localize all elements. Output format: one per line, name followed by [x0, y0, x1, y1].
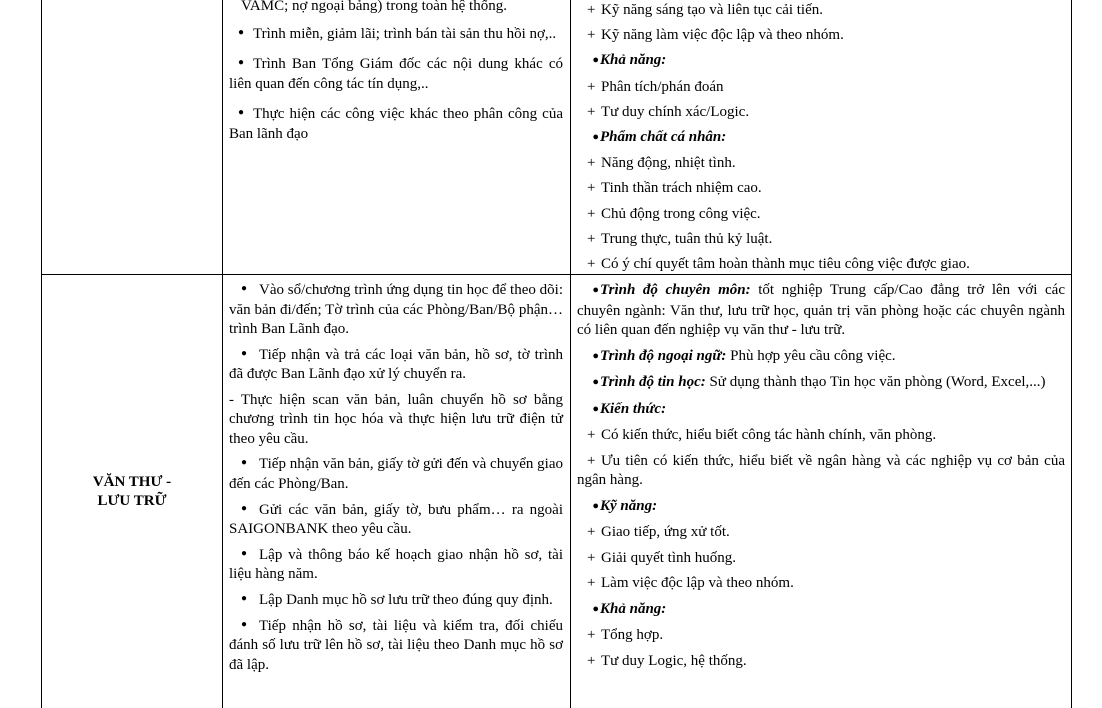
row1-duty-item: ● Trình Ban Tổng Giám đốc các nội dung khác có liên quan đến công tác tín dụng,.. [229, 55, 563, 94]
row2-duty-item: ● Tiếp nhận hồ sơ, tài liệu và kiểm tra, đối chiếu đánh số lưu trữ lên hồ sơ, tài liệu theo Danh mục hồ sơ đã lập. [229, 617, 563, 676]
bullet-icon: ● [240, 502, 248, 514]
bullet-icon: ● [240, 618, 248, 630]
section-heading-kha-nang: ●Khả năng: [577, 48, 1065, 74]
table-border-col1 [222, 0, 223, 708]
row2-duty-item: ● Tiếp nhận và trả các loại văn bản, hồ sơ, tờ trình đã được Ban Lãnh đạo xử lý chuyển ra. [229, 346, 563, 385]
bullet-icon: ● [592, 54, 599, 67]
bullet-icon: ● [592, 376, 599, 388]
position-title: VĂN THƯ - LƯU TRỮ [92, 474, 172, 509]
row2-duty-item: - Thực hiện scan văn bản, luân chuyển hồ sơ bằng chương trình tin học hóa và thực hiện lưu trữ điện tử theo yêu cầu. [229, 391, 563, 447]
requirement-item: + Giao tiếp, ứng xử tốt. [587, 524, 730, 540]
row2-duty-item: ● Gửi các văn bản, giấy tờ, bưu phẩm… ra ngoài SAIGONBANK theo yêu cầu. [229, 501, 563, 540]
row2-duty-item: ● Lập và thông báo kế hoạch giao nhận hồ sơ, tài liệu hàng năm. [229, 546, 563, 585]
bullet-icon: ● [240, 283, 248, 294]
bullet-icon: ● [592, 131, 599, 144]
bullet-icon: ● [240, 457, 248, 469]
row1-duty-fragment: VAMC; nợ ngoại bảng) trong toàn hệ thống. [241, 0, 507, 14]
requirement-item: + Có ý chí quyết tâm hoàn thành mục tiêu công việc được giao. [587, 256, 970, 273]
bullet-icon: ● [592, 284, 599, 296]
requirement-item: + Tư duy chính xác/Logic. [587, 103, 750, 120]
section-heading: ●Trình độ chuyên môn: [577, 282, 751, 298]
bullet-icon: ● [237, 107, 245, 119]
requirement-item: + Năng động, nhiệt tình. [587, 155, 736, 172]
bullet-icon: ● [237, 26, 245, 38]
requirement-item: + Chủ động trong công việc. [587, 205, 761, 222]
table-border-right [1071, 0, 1072, 708]
bullet-icon: ● [240, 592, 248, 604]
bullet-icon: ● [592, 602, 599, 615]
requirement-trinh-do-ngoai-ngu: ●Trình độ ngoại ngữ: Phù hợp yêu cầu công việc. [577, 347, 1065, 368]
bullet-icon: ● [240, 547, 248, 559]
requirement-item: + Giải quyết tình huống. [587, 549, 736, 566]
row1-requirements-cell [577, 0, 1065, 277]
row2-requirements-cell [577, 281, 1065, 671]
requirement-item: + Có kiến thức, hiểu biết công tác hành chính, văn phòng. [587, 427, 937, 443]
bullet-icon: ● [237, 57, 245, 69]
bullet-icon: ● [592, 402, 599, 415]
table-border-left [41, 0, 42, 708]
row2-duty-item: ● Vào sổ/chương trình ứng dụng tin học để theo dõi: văn bản đi/đến; Tờ trình của các Phòng/Ban/Bộ phận…trình Ban Lãnh đạo. [229, 281, 563, 340]
section-heading: ●Trình độ ngoại ngữ: [577, 348, 726, 364]
requirement-item: + Phân tích/phán đoán [587, 78, 724, 95]
row1-duty-item: ● Trình miễn, giảm lãi; trình bán tài sản thu hồi nợ,.. [229, 25, 563, 45]
section-heading: ●Trình độ tin học: [577, 374, 706, 390]
requirement-item: + Trung thực, tuân thủ kỷ luật. [587, 230, 773, 247]
requirement-item: + Ưu tiên có kiến thức, hiểu biết về ngân hàng và các nghiệp vụ cơ bản của ngân hàng. [577, 452, 1065, 488]
section-heading-kha-nang: ●Khả năng: [577, 600, 1065, 621]
section-heading-pham-chat: ●Phẩm chất cá nhân: [577, 125, 1065, 151]
requirement-item: + Tinh thần trách nhiệm cao. [587, 180, 762, 197]
requirement-trinh-do-tin-hoc: ●Trình độ tin học: Sử dụng thành thạo Tin học văn phòng (Word, Excel,...) [577, 373, 1065, 394]
section-heading-kien-thuc: ●Kiến thức: [577, 400, 1065, 421]
row2-duties-cell [229, 281, 563, 675]
row1-duty-item: ● Thực hiện các công việc khác theo phân công của Ban lãnh đạo [229, 105, 563, 144]
row2-duty-item: ● Tiếp nhận văn bản, giấy tờ gửi đến và chuyển giao đến các Phòng/Ban. [229, 455, 563, 494]
requirement-item: + Làm việc độc lập và theo nhóm. [587, 575, 794, 591]
requirement-item: + Kỹ năng làm việc độc lập và theo nhóm. [587, 27, 844, 44]
row2-duty-item: ● Lập Danh mục hồ sơ lưu trữ theo đúng quy định. [229, 591, 563, 611]
requirement-item: + Tổng hợp. [587, 627, 664, 643]
requirement-item: + Kỹ năng sáng tạo và liên tục cải tiến. [587, 2, 824, 18]
requirement-item: + Tư duy Logic, hệ thống. [587, 652, 747, 669]
bullet-icon: ● [240, 347, 248, 359]
requirement-trinh-do-chuyen-mon: ●Trình độ chuyên môn: tốt nghiệp Trung cấp/Cao đẳng trở lên với các chuyên ngành: Văn thư, lưu trữ học, quản trị văn phòng hoặc các chuyên ngành có liên quan đến nghiệp vụ văn thư - lưu trữ. [577, 282, 1065, 338]
bullet-icon: ● [592, 349, 599, 362]
section-heading-ky-nang: ●Kỹ năng: [577, 497, 1065, 518]
bullet-icon: ● [592, 499, 599, 512]
table-border-col2 [570, 0, 571, 708]
row1-duties-cell [229, 0, 563, 145]
